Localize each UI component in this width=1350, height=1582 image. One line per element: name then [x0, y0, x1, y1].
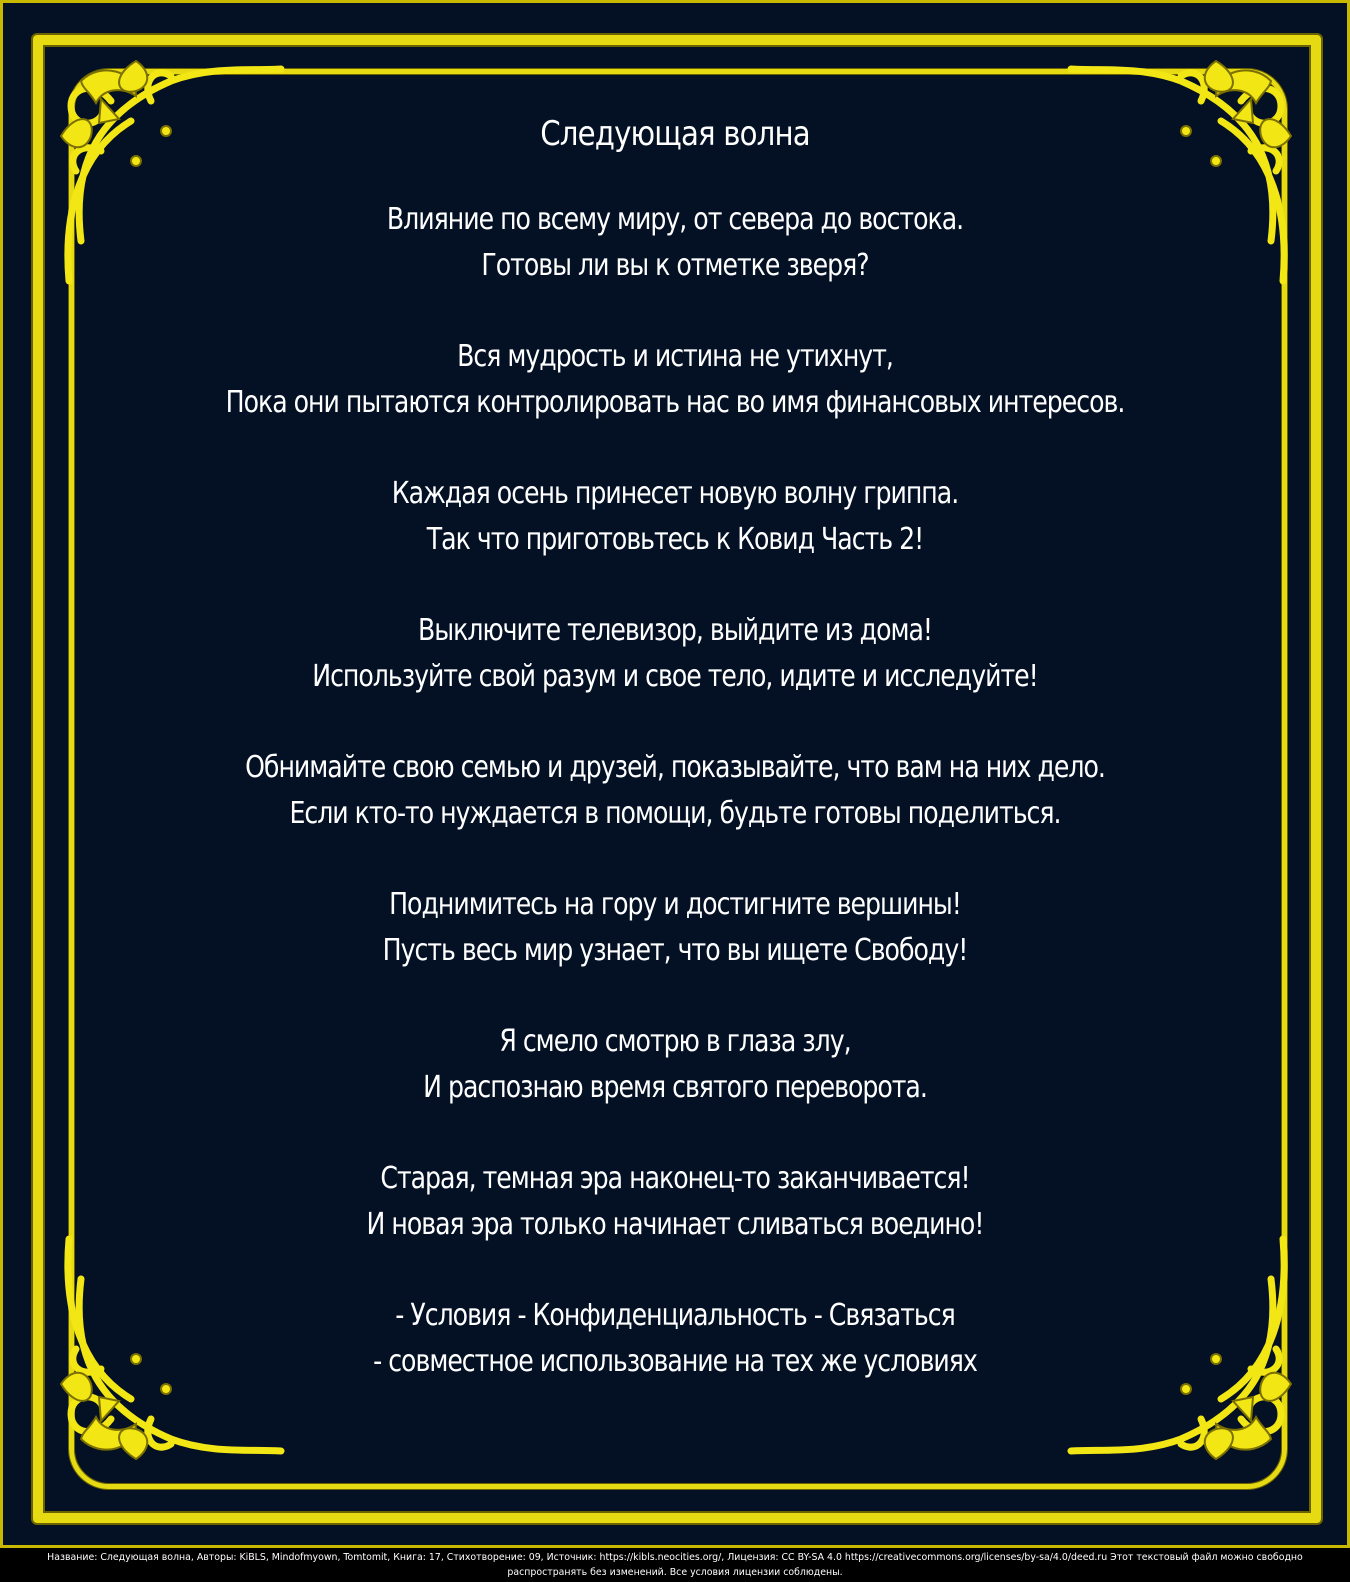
poem-line: Поднимитесь на гору и достигните вершины! — [389, 887, 961, 922]
poem-line: Используйте свой разум и свое тело, идите и исследуйте! — [312, 658, 1038, 694]
stanza — [103, 1156, 1247, 1247]
poem-line: - совместное использование на тех же условиях — [373, 1343, 977, 1379]
poem-line: Обнимайте свою семью и друзей, показывайте, что вам на них дело. — [245, 750, 1105, 785]
footer-line-1: Название: Следующая волна, Авторы: KiBLS, Mindofmyown, Tomtomit, Книга: 17, Стихотворение: 09, Источник: https://kibls.neocities.org/, Лицензия: CC BY-SA 4.0 https://creativecommons.org/licenses/by-sa/4.0/deed.ru Этот текстовый файл можно свободно — [47, 1552, 1303, 1563]
poem-line: Если кто-то нуждается в помощи, будьте готовы поделиться. — [289, 795, 1061, 831]
stanza — [103, 1293, 1247, 1384]
stanza — [103, 471, 1247, 562]
poem-line: Влияние по всему миру, от севера до востока. — [386, 202, 964, 237]
footer-line-2: распространять без изменений. Все условия лицензии соблюдены. — [507, 1567, 843, 1578]
poem-title: Следующая волна — [540, 114, 810, 154]
poem-line: Каждая осень принесет новую волну гриппа. — [391, 476, 959, 511]
poem-line: Так что приготовьтесь к Ковид Часть 2! — [426, 521, 924, 557]
poem-line: - Условия - Конфиденциальность - Связаться — [395, 1298, 955, 1333]
poem-line: Вся мудрость и истина не утихнут, — [457, 339, 893, 374]
stanza — [103, 608, 1247, 699]
poem-body — [103, 107, 1247, 1430]
poem-line: Я смело смотрю в глаза злу, — [499, 1024, 851, 1059]
poem-line: Пусть весь мир узнает, что вы ищете Свободу! — [382, 932, 968, 968]
license-footer — [0, 1550, 1350, 1580]
stanza — [103, 745, 1247, 836]
poem-line: Пока они пытаются контролировать нас во имя финансовых интересов. — [225, 384, 1125, 420]
poem-line: Готовы ли вы к отметке зверя? — [481, 247, 869, 283]
stanza — [103, 197, 1247, 288]
poem-line: И новая эра только начинает сливаться воедино! — [366, 1206, 984, 1242]
poem-line: Старая, темная эра наконец-то заканчивается! — [380, 1161, 970, 1196]
stanza — [103, 882, 1247, 973]
poem-line: Выключите телевизор, выйдите из дома! — [417, 613, 933, 648]
poem-line: И распознаю время святого переворота. — [423, 1069, 927, 1105]
stanza — [103, 1019, 1247, 1110]
stanza — [103, 334, 1247, 425]
